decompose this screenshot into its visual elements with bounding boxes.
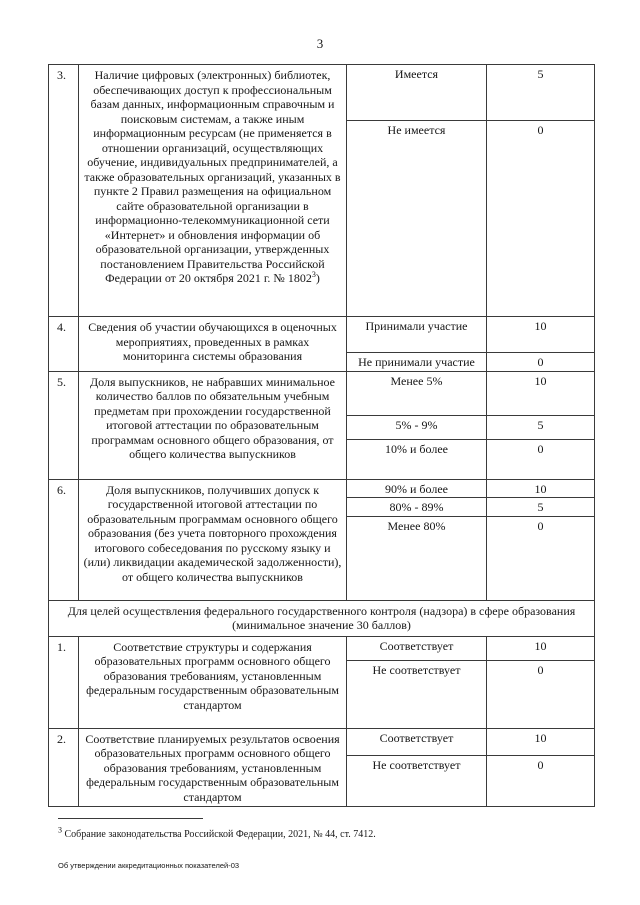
section-heading: Для целей осуществления федерального государственного контроля (надзора) в сфере образования (минимальное значение 30 баллов) xyxy=(49,600,595,636)
section-row xyxy=(49,600,595,636)
footnote-ref: 3 xyxy=(311,270,316,279)
option-points: 5 xyxy=(487,498,595,517)
option-label: Менее 5% xyxy=(347,371,487,415)
footnote-marker: 3 xyxy=(58,825,62,835)
option-points: 5 xyxy=(487,65,595,121)
option-label: 80% - 89% xyxy=(347,498,487,517)
option-points: 0 xyxy=(487,121,595,317)
table-row xyxy=(49,728,595,756)
option-label: 10% и более xyxy=(347,439,487,479)
option-points: 10 xyxy=(487,317,595,353)
option-label: Не имеется xyxy=(347,121,487,317)
page-number: 3 xyxy=(316,36,324,51)
option-points: 0 xyxy=(487,439,595,479)
indicator-description: Сведения об участии обучающихся в оценочных мероприятиях, проведенных в рамках мониторинга системы образования xyxy=(79,317,347,372)
indicator-description: Доля выпускников, получивших допуск к государственной итоговой аттестации по образовательным программам основного общего образования (без учета повторного прохождения итогового собеседования по русскому языку и (или) ликвидации академической задолженности), от общего количества выпускников xyxy=(79,479,347,600)
row-number: 3. xyxy=(49,65,79,317)
option-label: 5% - 9% xyxy=(347,415,487,439)
option-label: Имеется xyxy=(347,65,487,121)
table-row xyxy=(49,479,595,498)
table-row xyxy=(49,65,595,121)
indicator-description: Наличие цифровых (электронных) библиотек, обеспечивающих доступ к профессиональным базам данных, информационным справочным и поисковым системам, а также иным информационным ресурсам (не применяется в отношении организаций, осуществляющих обучение, индивидуальных предпринимателей, а также образовательных организаций, указанных в пункте 2 Правил размещения на официальном сайте образовательной организации в информационно-телекоммуникационной сети «Интернет» и обновления информации об образовательной организации, утвержденных постановлением Правительства Российской Федерации от 20 октября 2021 г. № 1802$^3$) xyxy=(79,65,347,317)
row-number: 1. xyxy=(49,636,79,728)
option-points: 0 xyxy=(487,516,595,600)
footnote-divider xyxy=(58,818,203,819)
footnote xyxy=(58,825,376,840)
row-number: 5. xyxy=(49,371,79,479)
table-row xyxy=(49,371,595,415)
option-label: Не соответствует xyxy=(347,756,487,807)
option-label: Соответствует xyxy=(347,636,487,660)
row-number: 4. xyxy=(49,317,79,372)
option-label: 90% и более xyxy=(347,479,487,498)
indicator-description: Доля выпускников, не набравших минимальное количество баллов по обязательным учебным предметам при прохождении государственной итоговой аттестации по образовательным программам основного общего образования, от общего количества выпускников xyxy=(79,371,347,479)
indicator-description: Соответствие структуры и содержания образовательных программ основного общего образования требованиям, установленным федеральным государственным образовательным стандартом xyxy=(79,636,347,728)
option-points: 10 xyxy=(487,371,595,415)
option-points: 0 xyxy=(487,756,595,807)
row-number: 2. xyxy=(49,728,79,807)
option-points: 10 xyxy=(487,636,595,660)
option-label: Соответствует xyxy=(347,728,487,756)
option-points: 10 xyxy=(487,728,595,756)
table-row xyxy=(49,317,595,353)
document-footer: Об утверждении аккредитационных показателей-03 xyxy=(58,861,240,870)
option-points: 10 xyxy=(487,479,595,498)
option-label: Принимали участие xyxy=(347,317,487,353)
option-label: Не соответствует xyxy=(347,660,487,728)
table-row xyxy=(49,636,595,660)
row-number: 6. xyxy=(49,479,79,600)
option-label: Не принимали участие xyxy=(347,353,487,372)
indicator-description: Соответствие планируемых результатов освоения образовательных программ основного общего образования требованиям, установленным федеральным государственным образовательным стандартом xyxy=(79,728,347,807)
option-points: 0 xyxy=(487,353,595,372)
option-label: Менее 80% xyxy=(347,516,487,600)
option-points: 5 xyxy=(487,415,595,439)
accreditation-indicators-table xyxy=(48,64,595,807)
footnote-text: Собрание законодательства Российской Федерации, 2021, № 44, ст. 7412. xyxy=(64,829,376,840)
option-points: 0 xyxy=(487,660,595,728)
